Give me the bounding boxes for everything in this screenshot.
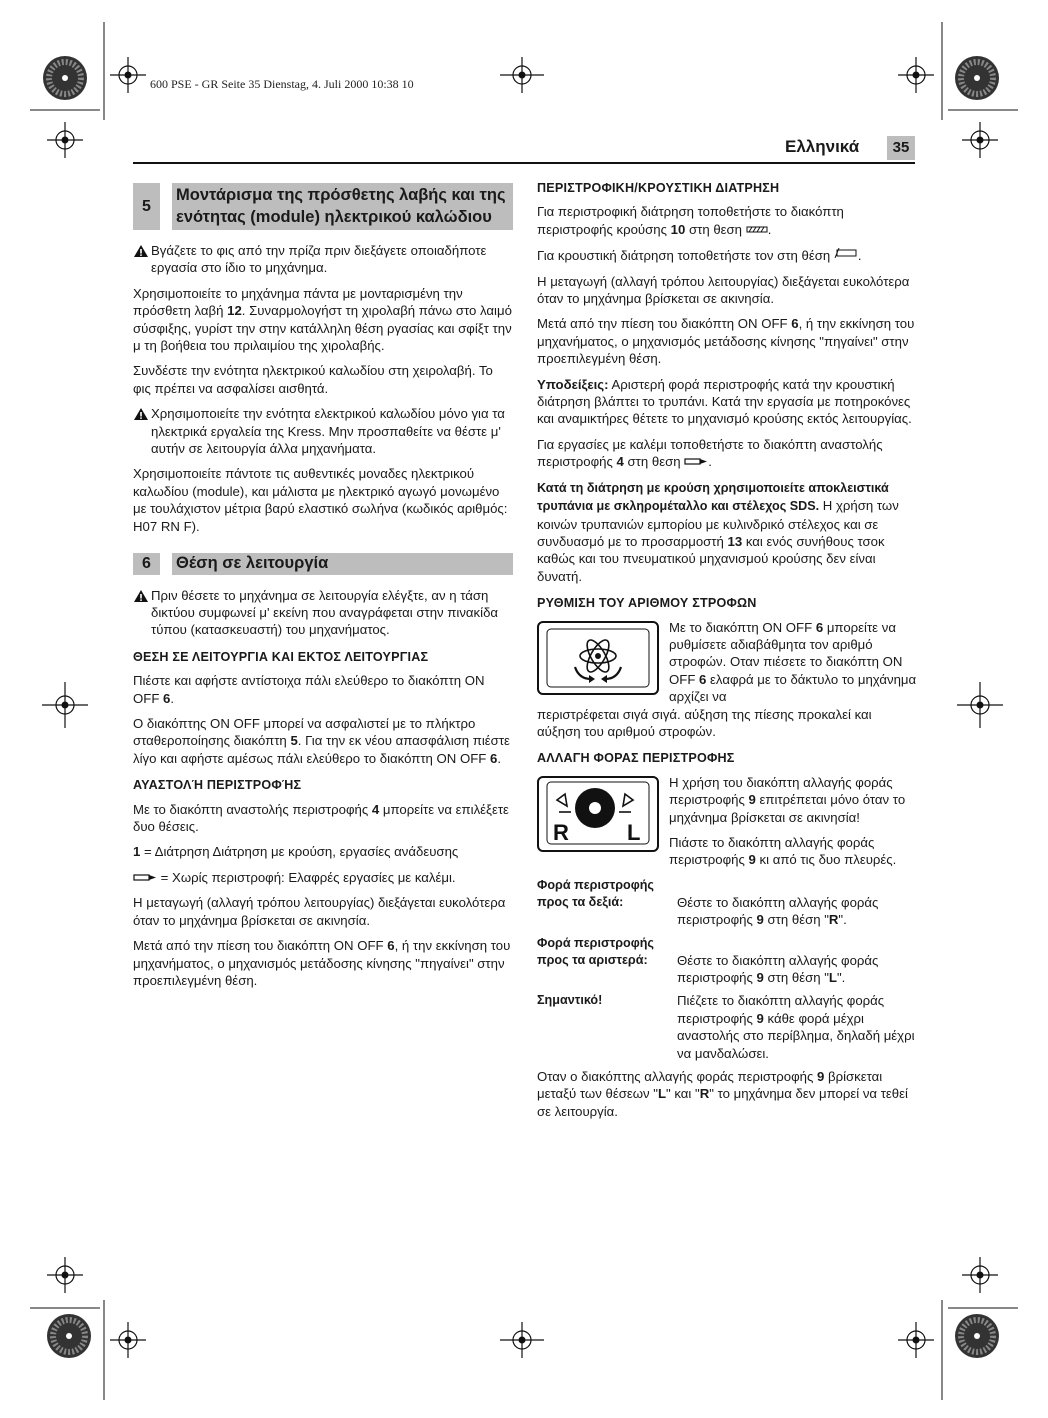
rotation-block	[537, 774, 917, 877]
paragraph: Με το διακόπτη αναστολής περιστροφής 4 μπορείτε να επιλέξετε δυο θέσεις.	[133, 801, 509, 835]
warning-text: Χρησιμοποιείτε την ενότητα ελεκτρικού καλωδίου μόνο για τα ηλεκτρικά εργαλεία της Kress. Μην προσπαθείτε να θέστε μ' αυτήν σε λειτουργία άλλα μηχανήματα.	[151, 406, 505, 457]
warning-paragraph	[133, 405, 513, 457]
paragraph: Χρησιμοποιείτε το μηχάνημα πάντα με μονταρισμένη την πρόσθετη λαβή 12. Συναρμολογήστ τη χιρολαβή πάνω στο λαιμό σύσφιξης, γυρίστ την στην κατάλληλη θέση ργασίας και σφίξτ την μ τη βοήθεια του πριλαιμίου της χιρολαβής.	[133, 285, 512, 354]
speed-setting-block	[537, 619, 917, 706]
definition-desc: Πιέζετε το διακόπτη αλλαγής φοράς περιστροφής 9 κάθε φορά μέχρι αναστολής στο περίβλημα, δηλαδή μέχρι να μανδαλώσει.	[677, 993, 915, 1061]
paragraph: = Χωρίς περιστροφή: Ελαφρές εργασίες με καλέμι.	[133, 869, 513, 886]
paragraph: 1 = Διάτρηση Διάτρηση με κρούση, εργασίες ανάδευσης	[133, 844, 459, 860]
section-title: Μοντάρισμα της πρόσθετης λαβής και της ενότητας (module) ηλεκτρικού καλώδιου	[172, 183, 513, 230]
paragraph: Για κρουστική διάτρηση τοποθετήστε τον στη θέση .	[537, 248, 862, 264]
drill-bit-icon	[746, 225, 768, 234]
paragraph: Χρησιμοποιείτε πάντοτε τις αυθεντικές μοναδες ηλεκτρικού καλωδίου (module), και μάλιστα με ηλεκτρικό αγωγό μονωμένο με τουλάχιστον μέτρια βαρύ ελαστικό σωλήνα (κωδικός αριθμός: H07 RN F).	[133, 466, 508, 534]
paragraph: Η μεταγωγή (αλλαγή τρόπου λειτουργίας) διεξάγεται ευκολότερα όταν το μηχάνημα βρίσκεται σε ακινησία.	[537, 273, 910, 307]
subheading: ΡΥΘΜΙΣΗ ΤΟΥ ΑΡΙΘΜΟΥ ΣΤΡΟΦΩΝ	[537, 596, 757, 611]
definition-desc: Θέστε το διακόπτη αλλαγής φοράς περιστροφής 9 στη θέση "R".	[677, 894, 879, 928]
page-number: 35	[887, 136, 915, 160]
paragraph: Πιέστε και αφήστε αντίστοιχα πάλι ελεύθερο το διακόπτη ON OFF 6.	[133, 673, 485, 706]
definition-term: Σημαντικό!	[537, 993, 603, 1008]
speed-text: Με το διακόπτη ON OFF 6 μπορείτε να ρυθμίσετε αδιαβάθμητα τον αριθμό στροφών. Οταν πιέσετε το διακόπτη ON OFF 6 ελαφρά με το δάκτυλο το μηχάνημα αρχίζει να	[669, 619, 917, 705]
warning-triangle-icon	[133, 589, 149, 603]
header-rule	[133, 162, 915, 164]
paragraph: Ο διακόπτης ON OFF μπορεί να ασφαλιστεί με το πλήκτρο σταθεροποίησης διακόπτη 5. Για την εκ νέου απασφάλιση πιέστε λίγο και αφήστε αμέσως πάλι ελεύθερο το διακόπτη ON OFF 6.	[133, 716, 510, 766]
paragraph: Για εργασίες με καλέμι τοποθετήστε το διακόπτη αναστολής περιστροφής 4 στη θεση .	[537, 436, 883, 470]
left-column	[133, 183, 513, 997]
subheading: ΠΕΡΙΣΤΡΟΦΙΚΗ/ΚΡΟΥΣΤΙΚΗ ΔΙΑΤΡΗΣΗ	[537, 181, 780, 195]
paragraph: περιστρέφεται σιγά σιγά. αύξηση της πίεσης προκαλεί και αύξηση του αριθμού στροφών.	[537, 706, 872, 739]
hammer-drill-icon	[834, 246, 858, 260]
warning-triangle-icon	[133, 244, 149, 258]
definition-term: Φορά περιστροφής προς τα αριστερά:	[537, 935, 654, 968]
warning-text: Βγάζετε το φις από την πρίζα πριν διεξάγετε οποιαδήποτε εργασία στο ίδιο το μηχάνημα.	[151, 243, 487, 276]
warning-paragraph	[133, 242, 513, 277]
paragraph: Μετά από την πίεση του διακόπτη ON OFF 6, ή την εκκίνηση του μηχανήματος, ο μηχανισμός μετάδοσης κίνησης "πηγαίνει" στην προεπιλεγμένη θέση.	[133, 938, 511, 988]
right-column	[537, 180, 917, 1128]
chisel-icon	[133, 873, 157, 882]
paragraph: Συνδέστε την ενότητα ηλεκτρικού καλωδίου στη χειρολαβή. Το φις πρέπει να ασφαλίσει αισθητά.	[133, 363, 493, 396]
paragraph: Μετά από την πίεση του διακόπτη ON OFF 6, ή την εκκίνηση του μηχανήματος, ο μηχανισμός μετάδοσης κίνησης "πηγαίνει" στην προεπιλεγμένη θέση.	[537, 316, 915, 367]
warning-text: Πριν θέσετε το μηχάνημα σε λειτουργία ελέγξτε, αν η τάση δικτύου συμφωνεί μ' εκείνη που αναγράφεται στην πινακίδα τύπου (κατασκευαστή) του μηχανήματος.	[151, 587, 499, 638]
language-label: Ελληνικά	[785, 137, 860, 156]
section-5-heading	[133, 183, 513, 230]
subheading: ΑΥΑΣΤΟΛΉ ΠΕΡΙΣΤΡΟΦΉΣ	[133, 778, 302, 793]
paragraph: Υποδείξεις: Αριστερή φορά περιστροφής κατά την κρουστική διάτρηση βλάπτει το τρυπάνι. Κατά την εργασία με ποτηροκόνες και αναμικτήρες θέτετε το μηχανισμό κρούσης εκτός λειτουργίας.	[537, 376, 912, 427]
speed-regulation-icon	[539, 623, 657, 693]
subheading: ΘΕΣΗ ΣΕ ΛΕΙΤΟΥΡΓΙΑ ΚΑΙ ΕΚΤΟΣ ΛΕΙΤΟΥΡΓΙΑΣ	[133, 649, 429, 664]
figure-R-label: R	[553, 819, 569, 845]
section-number: 6	[133, 553, 160, 575]
chisel-icon	[684, 457, 708, 466]
definition-row	[537, 992, 917, 1062]
section-6-heading	[133, 553, 513, 575]
section-title: Θέση σε λειτουργία	[172, 553, 513, 575]
figure-L-label: L	[627, 819, 641, 845]
definition-desc: Θέστε το διακόπτη αλλαγής φοράς περιστροφής 9 στη θέση "L".	[677, 952, 879, 986]
warning-paragraph	[133, 587, 513, 639]
subheading: ΑΛΛΑΓΗ ΦΟΡΑΣ ΠΕΡΙΣΤΡΟΦΗΣ	[537, 751, 735, 766]
paragraph: Για περιστροφική διάτρηση τοποθετήστε το διακόπτη περιστροφής κρούσης 10 στη θεση .	[537, 204, 844, 237]
rotation-switch-icon	[539, 778, 657, 850]
definition-row	[537, 877, 917, 929]
definition-row	[537, 935, 917, 987]
warning-triangle-icon	[133, 407, 149, 421]
paragraph: Η μεταγωγή (αλλαγή τρόπου λειτουργίας) διεξάγεται ευκολότερα όταν το μηχάνημα βρίσκεται σε ακινησία.	[133, 895, 506, 928]
definition-term: Φορά περιστροφής προς τα δεξιά:	[537, 877, 654, 910]
paragraph: Κατά τη διάτρηση με κρούση χρησιμοποιείτε αποκλειστικά τρυπάνια με σκληρομέταλλο και στέλεχος SDS. Η χρήση των κοινών τρυπανιών εμπορίου με κυλινδρικό στέλεχος και σε συνδυασμό με το προσαρμοστή 13 και ενός συνήθους τσοκ καθώς και του πνευματικού μηχανισμού κρούσης δεν είναι δυνατή.	[537, 480, 899, 584]
rotation-text: Η χρήση του διακόπτη αλλαγής φοράς περιστροφής 9 επιτρέπεται μόνο όταν το μηχάνημα βρίσκεται σε ακινησία! Πιάστε το διακόπτη αλλαγής φοράς περιστροφής 9 κι από τις δυο πλευρές.	[669, 774, 906, 868]
speed-figure	[537, 621, 659, 695]
print-info-line: 600 PSE - GR Seite 35 Dienstag, 4. Juli 2000 10:38 10	[150, 77, 414, 91]
rotation-figure	[537, 776, 659, 852]
section-number: 5	[133, 183, 160, 230]
paragraph: Οταν ο διακόπτης αλλαγής φοράς περιστροφής 9 βρίσκεται μεταξύ των θέσεων "L" και "R" το μηχάνημα δεν μπορεί να τεθεί σε λειτουργία.	[537, 1069, 908, 1119]
